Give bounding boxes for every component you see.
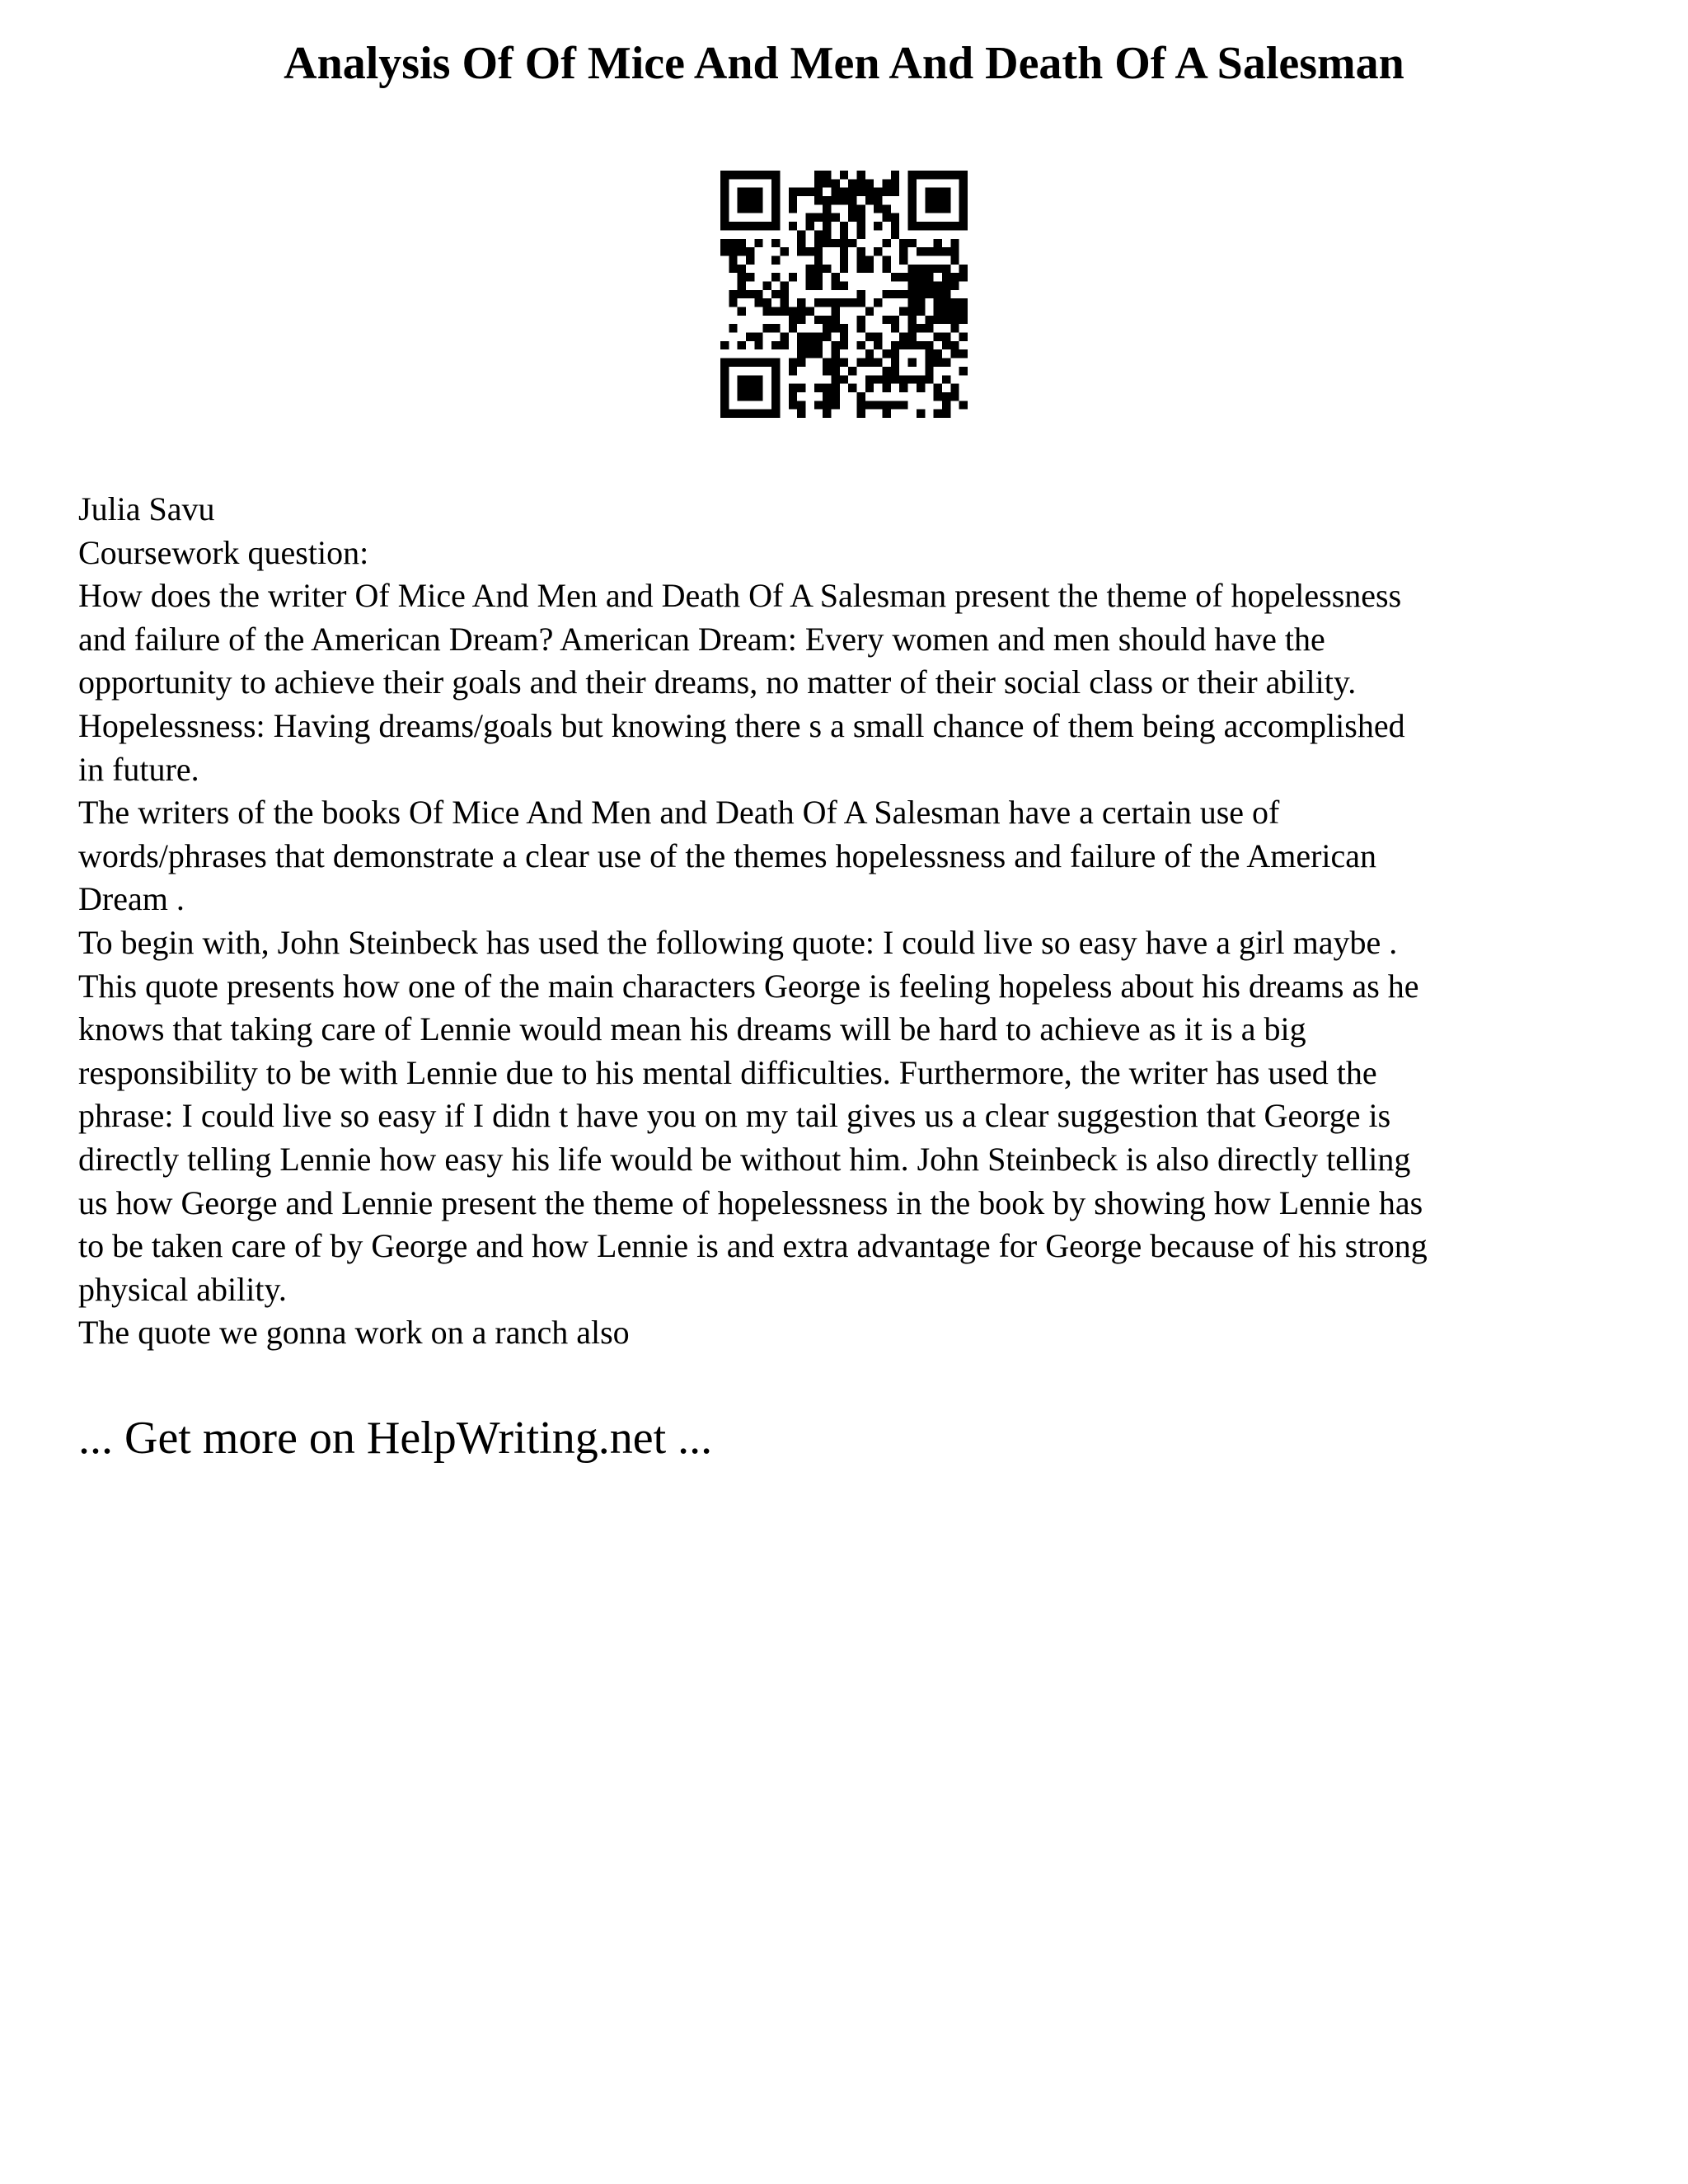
text-line: opportunity to achieve their goals and their dreams, no matter of their social class or their ability. xyxy=(78,663,1357,701)
text-line: Coursework question: xyxy=(78,533,369,571)
text-line: knows that taking care of Lennie would mean his dreams will be hard to achieve as it is a big xyxy=(78,1010,1306,1048)
text-line: to be taken care of by George and how Lennie is and extra advantage for George because of his strong xyxy=(78,1227,1428,1265)
text-line: Dream . xyxy=(78,880,185,918)
qr-code-icon xyxy=(720,171,968,418)
text-line: and failure of the American Dream? American Dream: Every women and men should have the xyxy=(78,620,1325,658)
body-text xyxy=(78,488,1628,1355)
text-line: The writers of the books Of Mice And Men and Death Of A Salesman have a certain use of xyxy=(78,794,1280,832)
text-line: physical ability. xyxy=(78,1270,287,1308)
text-line: This quote presents how one of the main characters George is feeling hopeless about his dreams as he xyxy=(78,967,1419,1005)
text-line: words/phrases that demonstrate a clear use of the themes hopelessness and failure of the American xyxy=(78,837,1377,874)
text-line: How does the writer Of Mice And Men and Death Of A Salesman present the theme of hopelessness xyxy=(78,577,1402,615)
text-line: us how George and Lennie present the theme of hopelessness in the book by showing how Lennie has xyxy=(78,1183,1423,1221)
text-line: Hopelessness: Having dreams/goals but knowing there s a small chance of them being accomplished xyxy=(78,706,1405,744)
get-more-link[interactable]: ... Get more on HelpWriting.net ... xyxy=(78,1413,713,1464)
text-line: The quote we gonna work on a ranch also xyxy=(78,1314,630,1352)
text-line: phrase: I could live so easy if I didn t have you on my tail gives us a clear suggestion that George is xyxy=(78,1097,1391,1135)
page-title: Analysis Of Of Mice And Men And Death Of A Salesman xyxy=(284,38,1404,89)
author-name: Julia Savu xyxy=(78,490,215,527)
text-line: To begin with, John Steinbeck has used the following quote: I could live so easy have a girl maybe . xyxy=(78,923,1398,961)
text-line: in future. xyxy=(78,750,199,788)
text-line: directly telling Lennie how easy his life would be without him. John Steinbeck is also directly telling xyxy=(78,1140,1411,1178)
text-line: responsibility to be with Lennie due to his mental difficulties. Furthermore, the writer has used the xyxy=(78,1053,1377,1091)
